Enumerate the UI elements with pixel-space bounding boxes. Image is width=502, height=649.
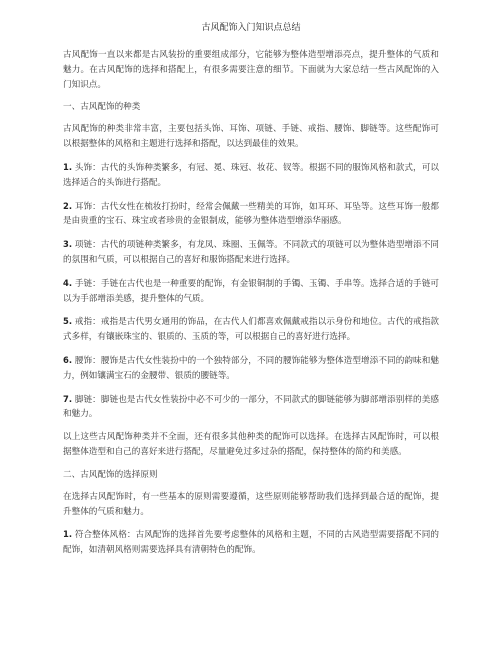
list-item-number: 7. <box>63 393 73 404</box>
document-title: 古风配饰入门知识点总结 <box>201 23 301 33</box>
list-item-text: 脚链：脚链也是古代女性装扮中必不可少的一部分，不同款式的脚链能够为脚部增添别样的美感和魅力。 <box>63 394 439 420</box>
list-item <box>63 527 439 558</box>
section-2-intro: 在选择古风配饰时，有一些基本的原则需要遵循，这些原则能够帮助我们选择到最合适的配饰，提升整体的气质和魅力。 <box>63 491 439 517</box>
list-item-number: 3. <box>63 239 73 250</box>
list-item-text: 戒指：戒指是古代男女通用的饰品，在古代人们都喜欢佩戴戒指以示身份和地位。古代的戒指款式多样，有镶嵌珠宝的、银质的、玉质的等，可以根据自己的喜好进行选择。 <box>63 317 439 343</box>
list-item-text: 腰饰：腰饰是古代女性装扮中的一个独特部分，不同的腰饰能够为整体造型增添不同的韵味和魅力，例如镶满宝石的金腰带、银质的腰链等。 <box>63 355 439 381</box>
list-item <box>63 160 439 191</box>
list-item <box>63 199 439 230</box>
list-item-number: 2. <box>63 200 73 211</box>
list-item <box>63 314 439 345</box>
list-item-text: 手链：手链在古代也是一种重要的配饰，有金银铜制的手镯、玉镯、手串等。选择合适的手链可以为手部增添美感，提升整体的气质。 <box>63 278 439 304</box>
list-item <box>63 353 439 384</box>
list-item-text: 项链：古代的项链种类繁多，有龙凤、珠圈、玉佩等。不同款式的项链可以为整体造型增添不同的氛围和气质，可以根据自己的喜好和服饰搭配来进行选择。 <box>63 240 439 265</box>
list-item-text: 符合整体风格：古风配饰的选择首先要考虑整体的风格和主题，不同的古风造型需要搭配不同的配饰，如清朝风格则需要选择具有清朝特色的配饰。 <box>63 530 439 556</box>
list-item <box>63 237 439 268</box>
intro-paragraph: 古风配饰一直以来都是古风装扮的重要组成部分，它能够为整体造型增添亮点，提升整体的气质和魅力。在古风配饰的选择和搭配上，有很多需要注意的细节。下面就为大家总结一些古风配饰的入门知识点。 <box>63 50 439 90</box>
list-item-number: 5. <box>63 316 73 327</box>
list-item-text: 头饰：古代的头饰种类繁多，有冠、冕、珠冠、妆花、钗等。根据不同的服饰风格和款式，可以选择适合的头饰进行搭配。 <box>63 162 439 188</box>
section-2-heading: 二、古风配饰的选择原则 <box>63 469 158 480</box>
section-1-heading: 一、古风配饰的种类 <box>63 102 141 113</box>
list-item <box>63 276 439 307</box>
list-item-text: 耳饰：古代女性在梳妆打扮时，经常会佩戴一些精美的耳饰，如耳环、耳坠等。这些耳饰一般都是由贵重的宝石、珠宝或者珍贵的金银制成，能够为整体造型增添华丽感。 <box>63 201 439 227</box>
list-item-number: 1. <box>63 161 73 172</box>
section-1-intro: 古风配饰的种类非常丰富，主要包括头饰、耳饰、项链、手链、戒指、腰饰、脚链等。这些配饰可以根据整体的风格和主题进行选择和搭配，以达到最佳的效果。 <box>63 124 439 150</box>
list-item <box>63 392 439 423</box>
list-item-number: 6. <box>63 354 73 365</box>
document-page <box>63 22 439 566</box>
section-1-outro: 以上这些古风配饰种类并不全面，还有很多其他种类的配饰可以选择。在选择古风配饰时，可以根据整体造型和自己的喜好来进行搭配，尽量避免过多过杂的搭配，保持整体的简约和美感。 <box>63 432 439 457</box>
list-item-number: 4. <box>63 277 73 288</box>
list-item-number: 1. <box>63 529 73 540</box>
